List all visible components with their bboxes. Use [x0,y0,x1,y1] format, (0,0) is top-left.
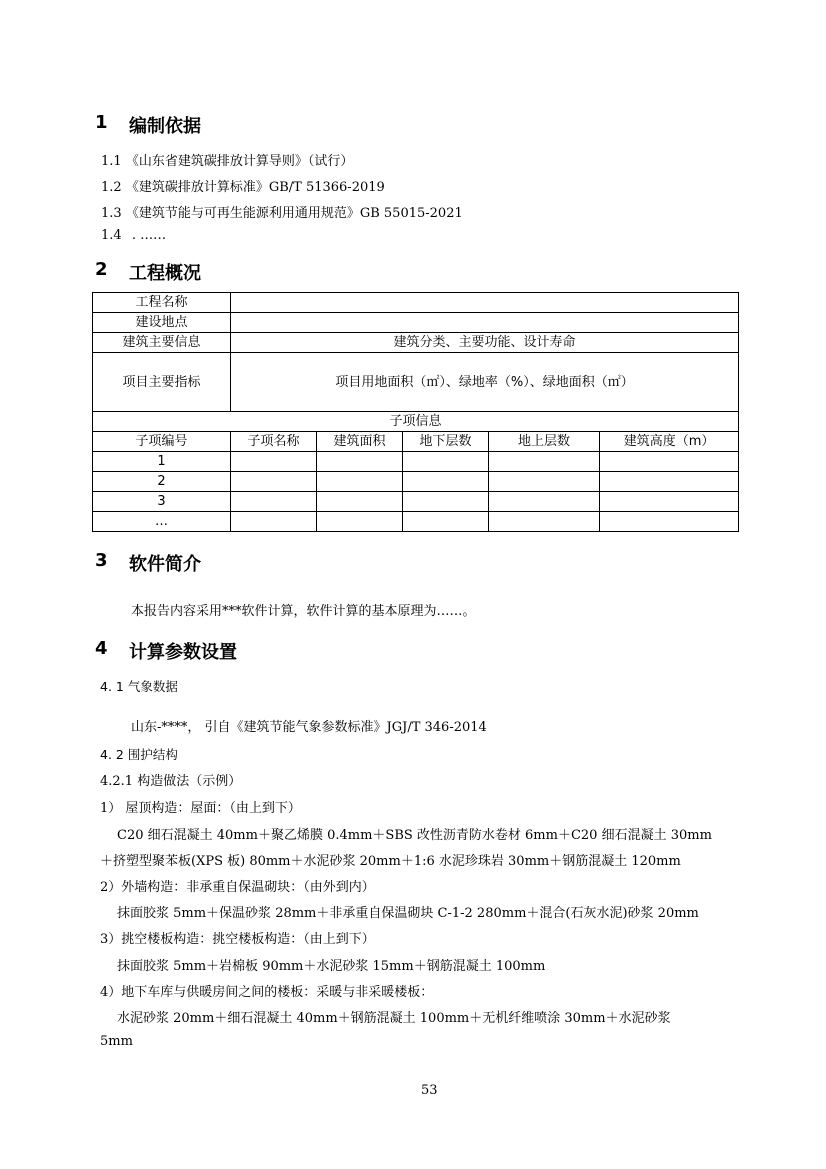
subitem-number: 2 [93,472,231,492]
table-header-row [93,432,739,452]
section-number: 3 [95,550,108,571]
reference-item [101,228,166,243]
section-3-heading [95,550,395,574]
page-number: 53 [421,1083,438,1098]
construction-item-line: 抹面胶浆 5mm＋岩棉板 90mm＋水泥砂浆 15mm＋钢筋混凝土 100mm [117,959,546,974]
subitem-number: … [93,512,231,532]
section-title: 工程概况 [129,263,201,284]
section-1-heading [95,112,395,136]
reference-number: 1.3 [101,206,122,221]
table-cell [489,512,600,532]
table-cell [231,512,317,532]
table-cell [403,492,489,512]
construction-item-line: 抹面胶浆 5mm＋保温砂浆 28mm＋非承重自保温砌块 C-1-2 280mm＋混合(石灰水泥)砂浆 20mm [117,906,699,921]
column-header: 建筑高度（m） [600,432,739,452]
table-cell [317,472,403,492]
section-number: 1 [95,112,108,133]
construction-item-title: 2）外墙构造：非承重自保温砌块：（由外到内） [100,880,375,895]
project-name-value [231,293,739,313]
construction-item-line: ＋挤塑型聚苯板(XPS 板) 80mm＋水泥砂浆 20mm＋1:6 水泥珍珠岩 30mm＋钢筋混凝土 120mm [100,854,681,869]
subsection-heading: 4. 2 围护结构 [100,747,178,762]
column-header: 地下层数 [403,432,489,452]
table-cell [231,492,317,512]
subsection-heading: 4. 1 气象数据 [100,679,178,694]
table-cell [317,452,403,472]
construction-item-title: 4）地下车库与供暖房间之间的楼板：采暖与非采暖楼板： [100,985,434,1000]
construction-item-line: 水泥砂浆 20mm＋细石混凝土 40mm＋钢筋混凝土 100mm＋无机纤维喷涂 30mm＋水泥砂浆 [117,1011,671,1026]
location-value [231,313,739,333]
section-4-heading [95,638,395,662]
reference-number: 1.4 [101,228,122,243]
column-header: 建筑面积 [317,432,403,452]
table-row [93,353,739,412]
table-cell [403,512,489,532]
table-row [93,412,739,432]
table-cell [489,492,600,512]
section-title: 计算参数设置 [129,642,237,663]
table-row [93,512,739,532]
table-cell [600,452,739,472]
table-row [93,452,739,472]
table-cell [231,452,317,472]
section-title: 软件简介 [129,554,201,575]
software-paragraph: 本报告内容采用***软件计算，软件计算的基本原理为……。 [131,604,476,619]
table-cell [489,452,600,472]
reference-text: . …… [131,228,167,243]
main-info-value: 建筑分类、主要功能、设计寿命 [231,333,739,353]
reference-text: 《山东省建筑碳排放计算导则》（试行） [125,154,354,169]
sub-subsection-heading: 4.2.1 构造做法（示例） [100,774,242,789]
reference-text: 《建筑碳排放计算标准》GB/T 51366-2019 [125,180,385,195]
table-row [93,472,739,492]
table-row [93,293,739,313]
construction-item-line: 5mm [100,1034,133,1049]
construction-item-line: C20 细石混凝土 40mm＋聚乙烯膜 0.4mm＋SBS 改性沥青防水卷材 6mm＋C20 细石混凝土 30mm [117,828,712,843]
column-header: 地上层数 [489,432,600,452]
table-cell [317,512,403,532]
column-header: 子项名称 [231,432,317,452]
subitem-header: 子项信息 [93,412,739,432]
main-info-label: 建筑主要信息 [93,333,231,353]
column-header: 子项编号 [93,432,231,452]
section-number: 2 [95,259,108,280]
table-row [93,492,739,512]
construction-item-title: 3）挑空楼板构造：挑空楼板构造：（由上到下） [100,932,375,947]
subitem-number: 1 [93,452,231,472]
indicators-value: 项目用地面积（㎡）、绿地率（%）、绿地面积（㎡） [231,353,739,412]
reference-number: 1.2 [101,180,122,195]
reference-item [101,150,353,169]
section-number: 4 [95,638,108,659]
reference-item [101,202,463,221]
reference-number: 1.1 [101,154,122,169]
project-name-label: 工程名称 [93,293,231,313]
climate-data-text: 山东-****， 引自《建筑节能气象参数标准》JGJ/T 346-2014 [131,720,487,735]
table-cell [317,492,403,512]
table-row [93,313,739,333]
table-cell [231,472,317,492]
construction-item-title: 1） 屋顶构造：屋面：（由上到下） [100,801,301,816]
reference-text: 《建筑节能与可再生能源利用通用规范》GB 55015-2021 [125,206,463,221]
table-cell [600,512,739,532]
subitem-number: 3 [93,492,231,512]
table-cell [600,492,739,512]
indicators-label: 项目主要指标 [93,353,231,412]
section-2-heading [95,259,395,283]
table-row [93,333,739,353]
table-cell [600,472,739,492]
table-cell [403,452,489,472]
project-overview-table [92,292,739,532]
reference-item [101,176,385,195]
table-cell [403,472,489,492]
location-label: 建设地点 [93,313,231,333]
table-cell [489,472,600,492]
section-title: 编制依据 [129,116,201,137]
